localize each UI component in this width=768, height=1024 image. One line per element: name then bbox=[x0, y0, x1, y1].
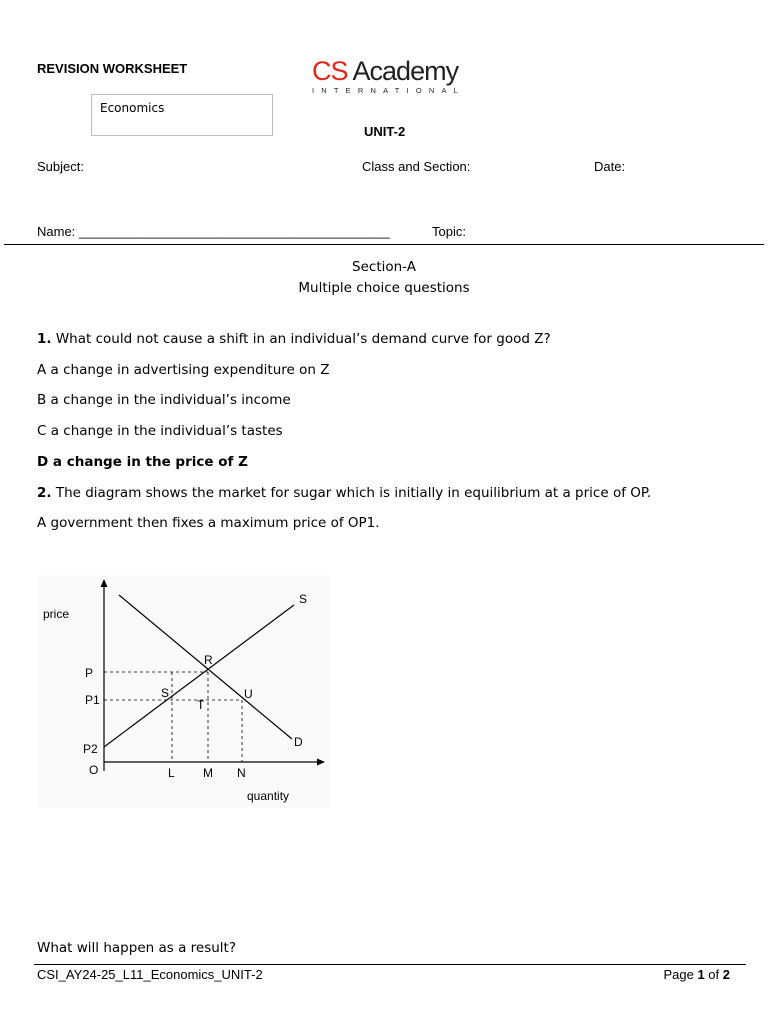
question-2-line2: A government then fixes a maximum price of OP1. bbox=[37, 515, 380, 531]
question-2-number: 2. bbox=[37, 485, 52, 501]
point-s: S bbox=[161, 686, 170, 700]
tick-o: O bbox=[89, 763, 99, 777]
section-title: Section-A bbox=[352, 259, 416, 275]
academy-logo bbox=[312, 56, 465, 95]
chart-ylabel: price bbox=[43, 607, 70, 621]
question-1 bbox=[37, 331, 551, 347]
page-mid: of bbox=[704, 967, 723, 982]
topic-label: Topic: bbox=[432, 224, 466, 239]
tick-p: P bbox=[85, 666, 94, 680]
tick-n: N bbox=[237, 766, 246, 780]
question-2 bbox=[37, 485, 651, 501]
page-current: 1 bbox=[697, 967, 705, 982]
header-divider bbox=[4, 244, 764, 245]
tick-p2: P2 bbox=[83, 742, 98, 756]
subject-box bbox=[91, 94, 273, 136]
point-r: R bbox=[204, 653, 213, 667]
subject-label: Subject: bbox=[37, 159, 84, 174]
tick-l: L bbox=[168, 766, 175, 780]
q1-option-c: C a change in the individual’s tastes bbox=[37, 423, 283, 439]
q1-option-a: A a change in advertising expenditure on Z bbox=[37, 362, 330, 378]
q1-option-d: D a change in the price of Z bbox=[37, 454, 248, 470]
curve-label-s: S bbox=[299, 592, 308, 606]
section-subtitle: Multiple choice questions bbox=[298, 280, 470, 296]
supply-demand-chart bbox=[38, 575, 330, 807]
question-1-text: What could not cause a shift in an individual’s demand curve for good Z? bbox=[51, 331, 551, 347]
question-2-text: The diagram shows the market for sugar which is initially in equilibrium at a price of OP. bbox=[51, 485, 652, 501]
q1-option-b: B a change in the individual’s income bbox=[37, 392, 291, 408]
logo-prefix: CS bbox=[312, 56, 348, 86]
logo-rest: Academy bbox=[347, 56, 459, 86]
tick-m: M bbox=[203, 766, 213, 780]
subject-box-text: Economics bbox=[100, 101, 165, 115]
footer-page-number bbox=[663, 967, 730, 982]
logo-subtitle: INTERNATIONAL bbox=[312, 86, 466, 95]
unit-label: UNIT-2 bbox=[364, 124, 406, 139]
tick-p1: P1 bbox=[85, 693, 100, 707]
question-2-prompt: What will happen as a result? bbox=[37, 940, 236, 956]
chart-xlabel: quantity bbox=[247, 789, 290, 803]
footer-divider bbox=[34, 964, 746, 965]
question-1-number: 1. bbox=[37, 331, 52, 347]
chart-background bbox=[38, 575, 330, 807]
curve-label-d: D bbox=[294, 735, 303, 749]
page-total: 2 bbox=[722, 967, 730, 982]
point-t: T bbox=[197, 698, 205, 712]
page-prefix: Page bbox=[663, 967, 698, 982]
point-u: U bbox=[244, 687, 253, 701]
name-label: Name: ___________________________________________ bbox=[37, 224, 390, 239]
worksheet-title: REVISION WORKSHEET bbox=[37, 61, 188, 76]
class-section-label: Class and Section: bbox=[362, 159, 471, 174]
footer-doc-code: CSI_AY24-25_L11_Economics_UNIT-2 bbox=[37, 967, 263, 982]
date-label: Date: bbox=[594, 159, 626, 174]
